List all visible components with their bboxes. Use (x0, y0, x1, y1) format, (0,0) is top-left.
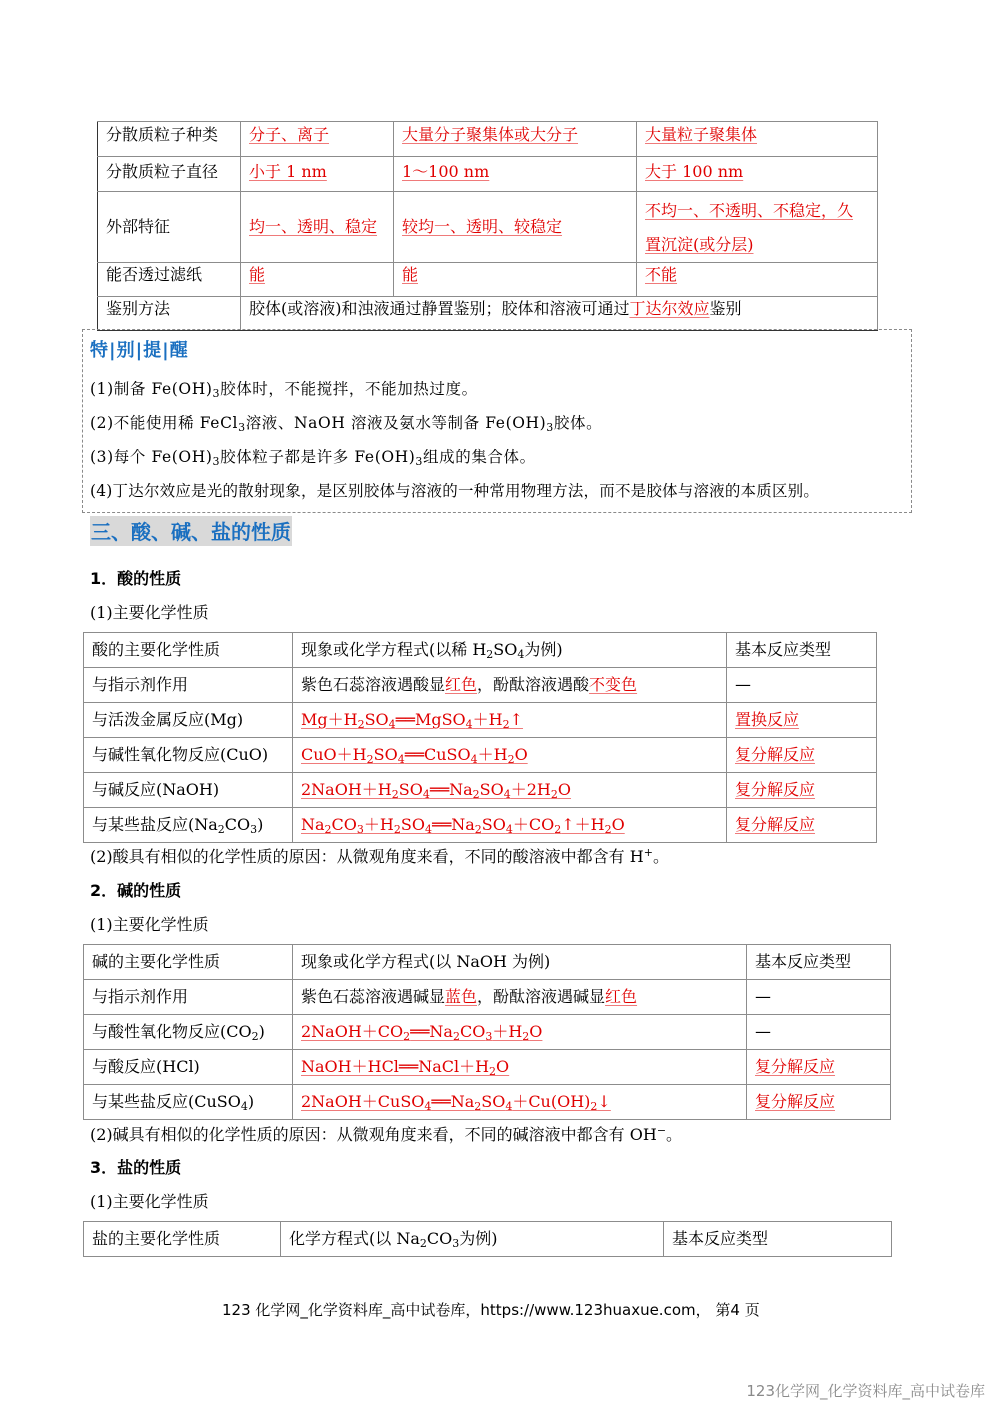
cell-value: 小于 1 nm (249, 162, 327, 181)
row-label: 能否透过滤纸 (98, 263, 241, 297)
table-row: 与活泼金属反应(Mg) $Mg+H_2SO_4══MgSO_4+H_2↑$ 置换反应 (84, 703, 877, 738)
column-header: 盐的主要化学性质 (84, 1222, 281, 1257)
watermark: 123化学网_化学资料库_高中试卷库 (746, 1382, 985, 1400)
column-header: 化学方程式(以 $Na_2CO_3$为例) (281, 1222, 664, 1257)
base-heading: 2．碱的性质 (90, 881, 182, 900)
acid-subheading: (1)主要化学性质 (90, 603, 209, 622)
cell-value: 分子、离子 (249, 125, 330, 144)
table-row: 与酸性氧化物反应$(CO_2)$ $2NaOH+CO_2══Na_2CO_3+H_2O$ — (84, 1015, 891, 1050)
column-header: 酸的主要化学性质 (84, 633, 293, 668)
table-row: 与碱性氧化物反应(CuO) $CuO+H_2SO_4══CuSO_4+H_2O$ 复分解反应 (84, 738, 877, 773)
special-reminder-title: 特|别|提|醒 (90, 340, 189, 361)
table-row: 与某些盐反应$(Na_2CO_3)$ $Na_2CO_3+H_2SO_4══Na_2SO_4+CO_2↑+H_2O$ 复分解反应 (84, 808, 877, 843)
dispersion-comparison-table (97, 121, 878, 331)
table-header-row (84, 945, 891, 980)
column-header: 基本反应类型 (747, 945, 891, 980)
base-reason: (2)碱具有相似的化学性质的原因：从微观角度来看，不同的碱溶液中都含有 OH−。 (90, 1124, 683, 1144)
column-header: 现象或化学方程式(以 NaOH 为例) (293, 945, 747, 980)
page-footer: 123 化学网_化学资料库_高中试卷库，https://www.123huaxue.com， 第4 页 (222, 1301, 760, 1319)
salt-heading: 3．盐的性质 (90, 1158, 182, 1177)
table-row (98, 122, 878, 157)
reminder-item: (1)制备 $Fe(OH)_3$胶体时，不能搅拌，不能加热过度。 (90, 380, 478, 400)
column-header: 基本反应类型 (727, 633, 877, 668)
cell-value: 不能 (645, 265, 678, 284)
column-header: 现象或化学方程式(以稀 $H_2SO_4$为例) (293, 633, 727, 668)
equation: $NaOH+HCl══NaCl+H_2O$ (293, 1050, 747, 1085)
cell-value: 大量粒子聚集体 (645, 125, 758, 144)
table-header-row (84, 633, 877, 668)
salt-subheading: (1)主要化学性质 (90, 1192, 209, 1211)
column-header: 碱的主要化学性质 (84, 945, 293, 980)
cell-value: 大量分子聚集体或大分子 (402, 125, 579, 144)
section-heading: 三、酸、碱、盐的性质 (90, 516, 292, 546)
table-header-row (84, 1222, 892, 1257)
table-row: 与某些盐反应(CuSO$_4$) $2NaOH+CuSO_4══Na_2SO_4+Cu(OH)_2↓$ 复分解反应 (84, 1085, 891, 1120)
cell-value: 能 (402, 265, 419, 284)
column-header: 基本反应类型 (664, 1222, 892, 1257)
table-row (98, 297, 878, 331)
cell-value: 均一、透明、稳定 (249, 217, 378, 236)
row-label: 分散质粒子种类 (98, 122, 241, 157)
equation: $2NaOH+H_2SO_4══Na_2SO_4+2H_2O$ (293, 773, 727, 808)
cell-value: 1～100 nm (402, 162, 490, 181)
equation: $Na_2CO_3+H_2SO_4══Na_2SO_4+CO_2↑+H_2O$ (293, 808, 727, 843)
equation: $2NaOH+CO_2══Na_2CO_3+H_2O$ (293, 1015, 747, 1050)
base-properties-table (83, 944, 891, 1120)
table-row (98, 263, 878, 297)
table-row: 与指示剂作用 紫色石蕊溶液遇碱显蓝色，酚酞溶液遇碱显红色 — (84, 980, 891, 1015)
cell-value: 能 (249, 265, 266, 284)
reminder-item: (3)每个 $Fe(OH)_3$胶体粒子都是许多 $Fe(OH)_3$组成的集合体。 (90, 448, 536, 468)
table-row: 与指示剂作用 紫色石蕊溶液遇酸显红色，酚酞溶液遇酸不变色 — (84, 668, 877, 703)
table-row (98, 157, 878, 192)
tyndall-effect: 丁达尔效应 (629, 299, 710, 318)
cell-value: 不均一、不透明、不稳定，久 (645, 201, 854, 220)
acid-heading: 1．酸的性质 (90, 569, 182, 588)
row-label: 鉴别方法 (98, 297, 241, 331)
base-subheading: (1)主要化学性质 (90, 915, 209, 934)
reminder-item: (2)不能使用稀 FeCl$_3$溶液、NaOH 溶液及氨水等制备 $Fe(OH)_3$胶体。 (90, 414, 603, 434)
row-label: 分散质粒子直径 (98, 157, 241, 192)
cell-value: 大于 100 nm (645, 162, 744, 181)
cell-value: 较均一、透明、较稳定 (402, 217, 563, 236)
row-label: 外部特征 (98, 192, 241, 263)
table-row: 与酸反应(HCl) $NaOH+HCl══NaCl+H_2O$ 复分解反应 (84, 1050, 891, 1085)
equation: $Mg+H_2SO_4══MgSO_4+H_2↑$ (293, 703, 727, 738)
cell-value: 置沉淀(或分层) (645, 235, 754, 254)
equation: $2NaOH+CuSO_4══Na_2SO_4+Cu(OH)_2↓$ (293, 1085, 747, 1120)
reminder-item: (4)丁达尔效应是光的散射现象，是区别胶体与溶液的一种常用物理方法，而不是胶体与溶液的本质区别。 (90, 482, 820, 500)
salt-properties-table (83, 1221, 892, 1257)
table-row (98, 192, 878, 263)
table-row: 与碱反应(NaOH) $2NaOH+H_2SO_4══Na_2SO_4+2H_2O$ 复分解反应 (84, 773, 877, 808)
acid-properties-table (83, 632, 877, 843)
equation: $CuO+H_2SO_4══CuSO_4+H_2O$ (293, 738, 727, 773)
identification-method: 胶体(或溶液)和浊液通过静置鉴别；胶体和溶液可通过丁达尔效应鉴别 (241, 297, 878, 331)
acid-reason: (2)酸具有相似的化学性质的原因：从微观角度来看，不同的酸溶液中都含有 H+。 (90, 846, 669, 866)
